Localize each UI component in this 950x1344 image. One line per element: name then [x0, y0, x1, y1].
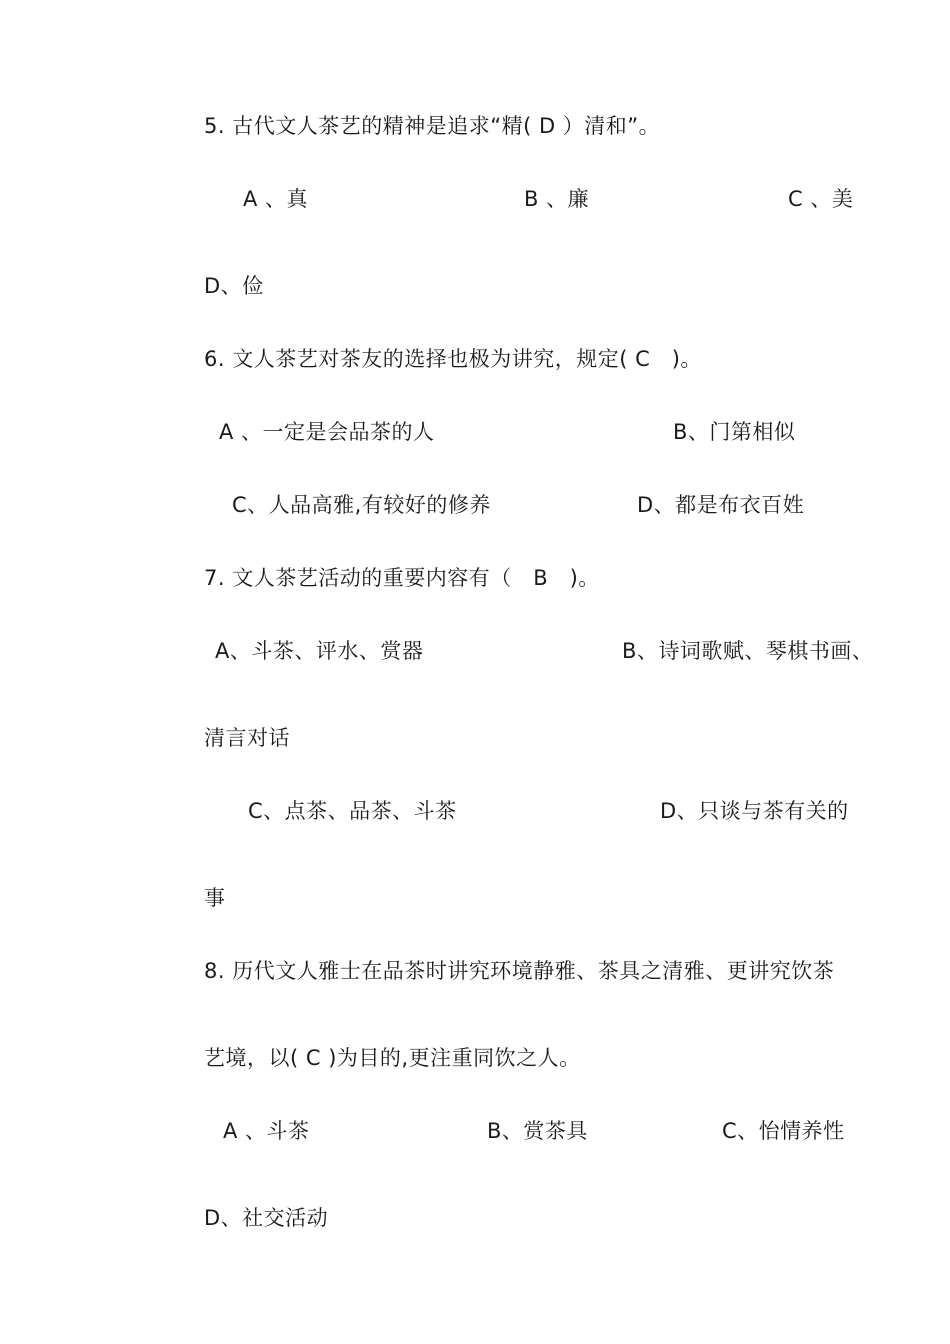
- question-8-option-a: A 、斗茶: [223, 1119, 310, 1143]
- question-6-option-c: C、人品高雅,有较好的修养: [232, 493, 491, 517]
- question-6-stem: 6. 文人茶艺对茶友的选择也极为讲究，规定( C )。: [204, 347, 702, 371]
- question-8-stem-line1: 8. 历代文人雅士在品茶时讲究环境静雅、茶具之清雅、更讲究饮茶: [204, 959, 835, 983]
- question-5-stem: 5. 古代文人茶艺的精神是追求“精( D ）清和”。: [204, 114, 661, 138]
- question-8-option-b: B、赏茶具: [487, 1119, 588, 1143]
- question-6-option-a: A 、一定是会品茶的人: [219, 420, 435, 444]
- question-8-option-c: C、怡情养性: [722, 1119, 845, 1143]
- question-5-option-c: C 、美: [788, 187, 854, 211]
- question-8-stem-line2: 艺境，以( C )为目的,更注重同饮之人。: [204, 1046, 581, 1070]
- question-7-option-a: A、斗茶、评水、赏器: [215, 639, 424, 663]
- question-8-option-d: D、社交活动: [204, 1206, 329, 1230]
- question-5-option-a: A 、真: [243, 187, 309, 211]
- question-7-option-d-cont: 事: [204, 886, 226, 910]
- question-7-option-b: B、诗词歌赋、琴棋书画、: [622, 639, 874, 663]
- question-7-stem: 7. 文人茶艺活动的重要内容有（ B )。: [204, 566, 600, 590]
- question-5-option-d: D、俭: [204, 274, 264, 298]
- question-6-option-b: B、门第相似: [673, 420, 796, 444]
- question-7-option-b-cont: 清言对话: [204, 726, 290, 750]
- question-5-option-b: B 、廉: [524, 187, 590, 211]
- question-7-option-d: D、只谈与茶有关的: [660, 799, 849, 823]
- question-6-option-d: D、都是布衣百姓: [637, 493, 805, 517]
- question-7-option-c: C、点茶、品茶、斗茶: [248, 799, 457, 823]
